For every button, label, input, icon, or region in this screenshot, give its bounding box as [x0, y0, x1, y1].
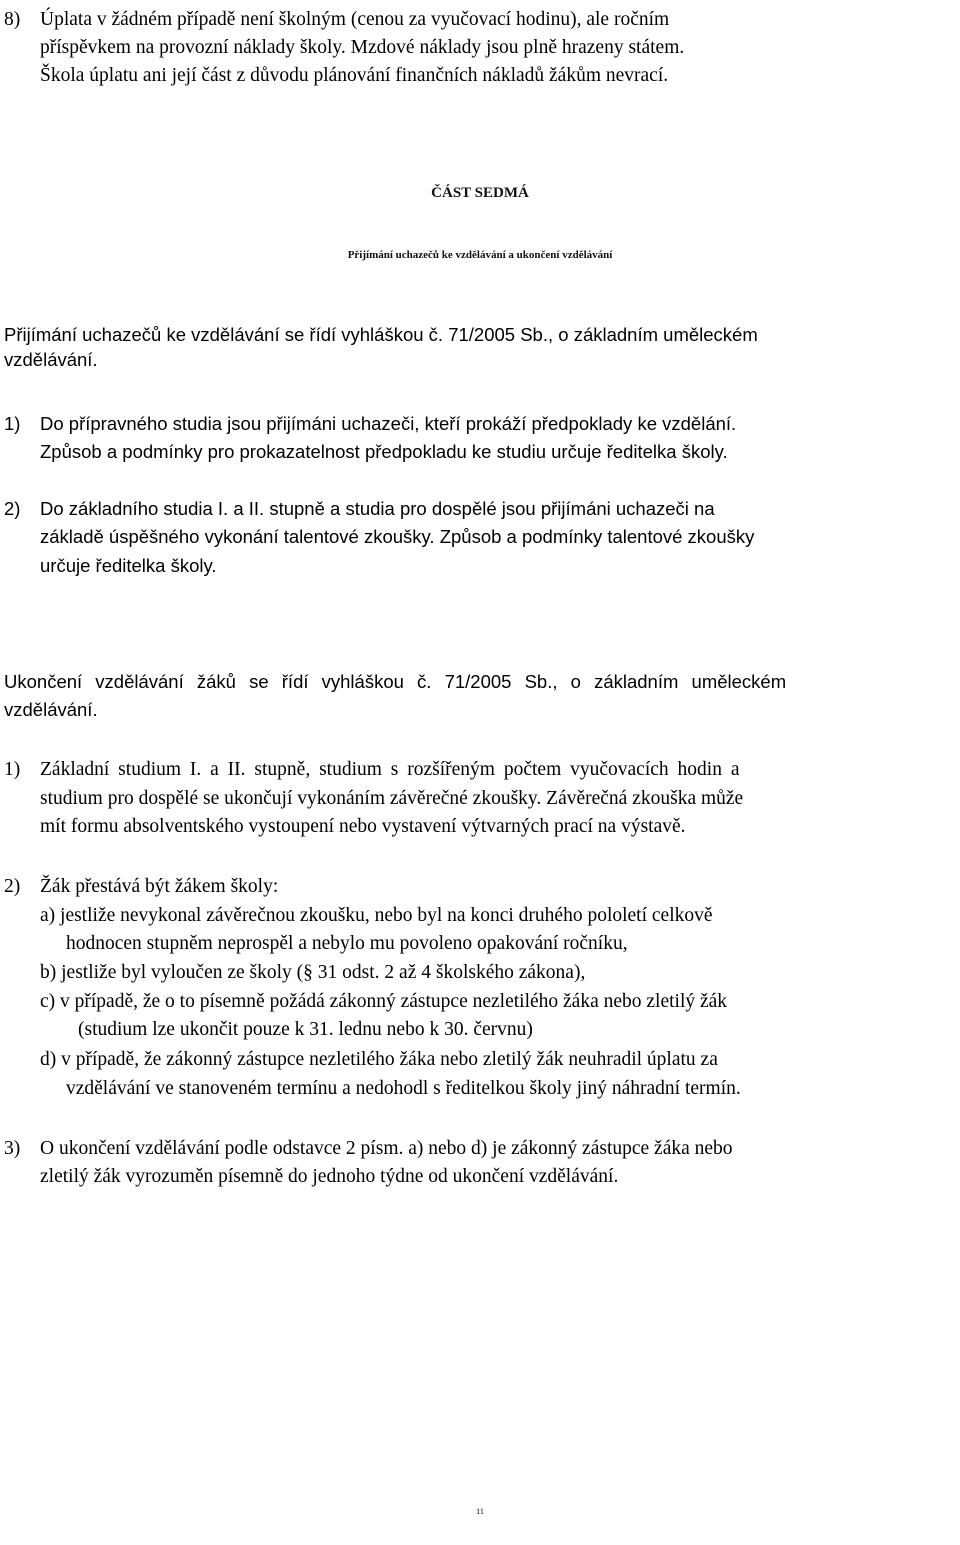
completion-item-2d-line-2: vzdělávání ve stanoveném termínu a nedohodl s ředitelkou školy jiný náhradní termín.: [66, 1078, 741, 1099]
page-number: 11: [476, 1507, 484, 1516]
admission-item-1-number: 1): [4, 413, 21, 434]
section8-number: 8): [4, 9, 21, 30]
part-subtitle: Přijímání uchazečů ke vzdělávání a ukončení vzdělávání: [347, 249, 613, 261]
admission-item-1-line-1: Do přípravného studia jsou přijímáni uchazeči, kteří prokáží předpoklady ke vzdělání.: [40, 413, 737, 434]
completion-item-2-heading: Žák přestává být žákem školy:: [40, 876, 279, 897]
admission-intro-line-2: vzdělávání.: [4, 349, 98, 370]
admission-item-2-line-3: určuje ředitelka školy.: [40, 555, 217, 576]
completion-item-2d-line-1: d) v případě, že zákonný zástupce nezletilého žáka nebo zletilý žák neuhradil úplatu za: [40, 1049, 718, 1070]
admission-item-2-line-2: základě úspěšného vykonání talentové zkoušky. Způsob a podmínky talentové zkoušky: [40, 526, 755, 547]
completion-item-1-line-1: Základní studium I. a II. stupně, studium s rozšířeným počtem vyučovacích hodin a: [40, 759, 740, 780]
completion-intro-line-1: Ukončení vzdělávání žáků se řídí vyhláškou č. 71/2005 Sb., o základním uměleckém: [4, 671, 787, 692]
completion-item-1-line-2: studium pro dospělé se ukončují vykonáním závěrečné zkoušky. Závěrečná zkouška může: [40, 788, 744, 809]
section8-line-1: Úplata v žádném případě není školným (cenou za vyučovací hodinu), ale ročním: [40, 9, 670, 30]
completion-item-2c-line-2: (studium lze ukončit pouze k 31. lednu nebo k 30. červnu): [78, 1019, 533, 1040]
completion-item-2-number: 2): [4, 876, 21, 897]
completion-item-2c-line-1: c) v případě, že o to písemně požádá zákonný zástupce nezletilého žáka nebo zletilý žák: [40, 991, 728, 1012]
completion-item-3-number: 3): [4, 1138, 21, 1159]
completion-item-2a-line-1: a) jestliže nevykonal závěrečnou zkoušku, nebo byl na konci druhého pololetí celkově: [40, 905, 713, 926]
completion-item-3-line-2: zletilý žák vyrozuměn písemně do jednoho týdne od ukončení vzdělávání.: [40, 1166, 619, 1187]
completion-item-2b-line-1: b) jestliže byl vyloučen ze školy (§ 31 odst. 2 až 4 školského zákona),: [40, 962, 586, 983]
completion-item-2a-line-2: hodnocen stupněm neprospěl a nebylo mu povoleno opakování ročníku,: [66, 933, 628, 954]
section8-line-2: příspěvkem na provozní náklady školy. Mzdové náklady jsou plně hrazeny státem.: [40, 37, 685, 58]
admission-item-2-number: 2): [4, 498, 21, 519]
admission-item-1-line-2: Způsob a podmínky pro prokazatelnost předpokladu ke studiu určuje ředitelka školy.: [40, 441, 728, 462]
completion-item-1-number: 1): [4, 759, 21, 780]
completion-item-3-line-1: O ukončení vzdělávání podle odstavce 2 písm. a) nebo d) je zákonný zástupce žáka nebo: [40, 1138, 733, 1159]
completion-item-1-line-3: mít formu absolventského vystoupení nebo vystavení výtvarných prací na výstavě.: [40, 816, 686, 837]
admission-intro-line-1: Přijímání uchazečů ke vzdělávání se řídí vyhláškou č. 71/2005 Sb., o základním uměleckém: [4, 324, 758, 345]
completion-intro-line-2: vzdělávání.: [4, 699, 98, 720]
part-title: ČÁST SEDMÁ: [431, 185, 529, 201]
section8-line-3: Škola úplatu ani její část z důvodu plánování finančních nákladů žákům nevrací.: [40, 65, 669, 86]
admission-item-2-line-1: Do základního studia I. a II. stupně a studia pro dospělé jsou přijímáni uchazeči na: [40, 498, 715, 519]
